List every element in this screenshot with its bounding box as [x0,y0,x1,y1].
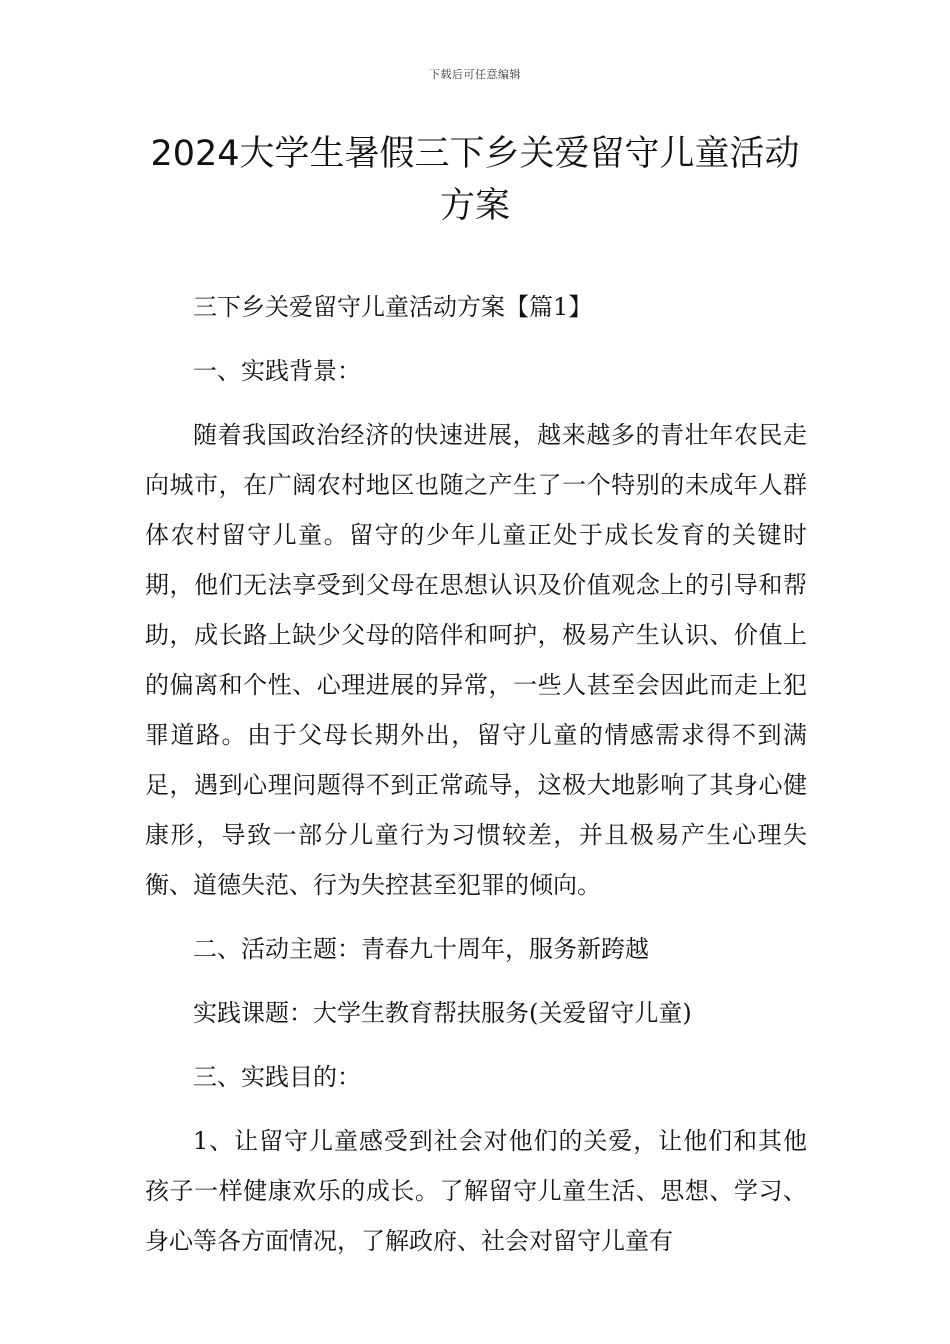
title-line-1: 2024大学生暑假三下乡关爱留守儿童活动 [150,134,800,174]
subheading-theme: 二、活动主题：青春九十周年，服务新跨越 [193,935,649,963]
subheading-purpose: 三、实践目的： [193,1063,361,1091]
paragraph-background: 随着我国政治经济的快速进展，越来越多的青壮年农民走向城市，在广阔农村地区也随之产生了一个特别的未成年人群体农村留守儿童。留守的少年儿童正处于成长发育的关键时期，他们无法享受到父母在思想认识及价值观念上的引导和帮助，成长路上缺少父母的陪伴和呵护，极易产生认识、价值上的偏离和个性、心理进展的异常，一些人甚至会因此而走上犯罪道路。由于父母长期外出，留守儿童的情感需求得不到满足，遇到心理问题得不到正常疏导，这极大地影响了其身心健康形，导致一部分儿童行为习惯较差，并且极易产生心理失衡、道德失范、行为失控甚至犯罪的倾向。 [145,421,807,899]
section-heading: 三下乡关爱留守儿童活动方案【篇1】 [193,293,593,321]
document-body [145,282,807,1280]
document-title [110,128,840,232]
paragraph-purpose-1: 1、让留守儿童感受到社会对他们的关爱，让他们和其他孩子一样健康欢乐的成长。了解留守儿童生活、思想、学习、身心等各方面情况，了解政府、社会对留守儿童有 [145,1127,807,1255]
subheading-background: 一、实践背景： [193,357,361,385]
title-line-2: 方案 [439,186,510,226]
paragraph-topic: 实践课题：大学生教育帮扶服务(关爱留守儿童) [193,999,692,1027]
header-note: 下载后可任意编辑 [429,68,521,81]
